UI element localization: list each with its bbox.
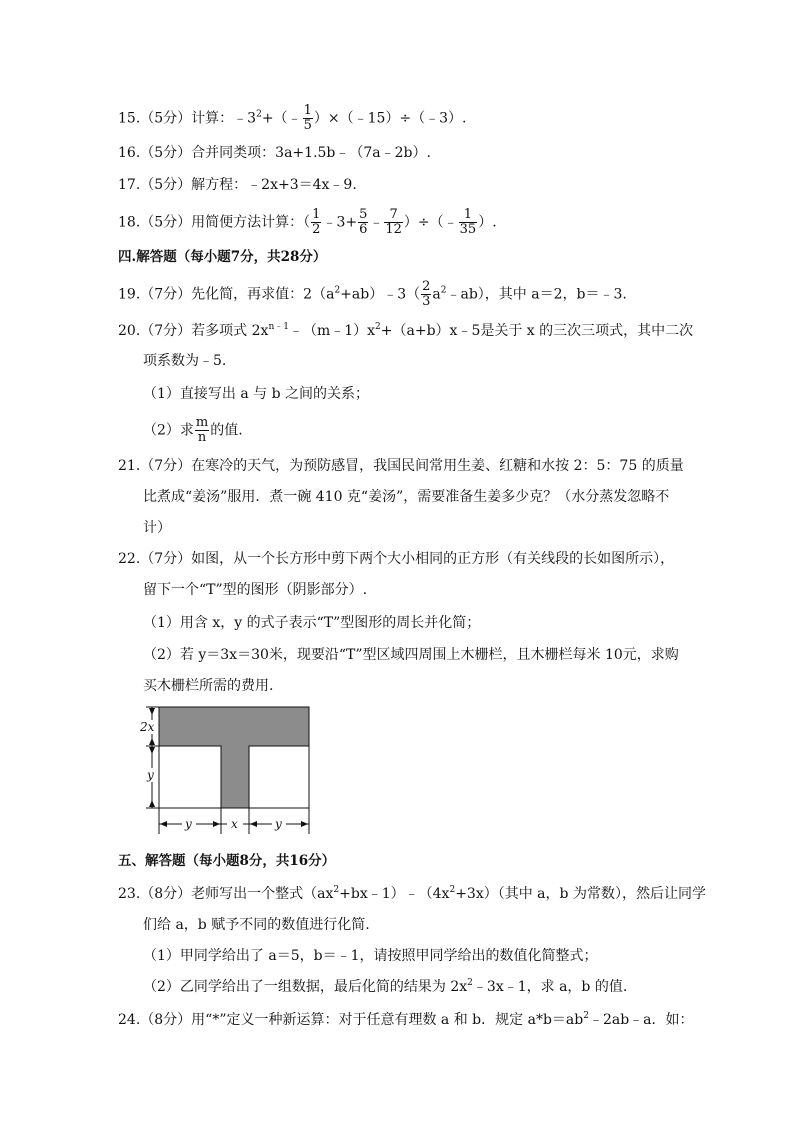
label-y-left: y <box>147 768 154 782</box>
question-22-part-2: （2）若 y＝3x＝30米，现要沿“T”型区域四周围上木栅栏，且木栅栏每米 10元，求购 <box>143 647 679 663</box>
q19-mid-1: +ab）﹣3（ <box>340 286 421 303</box>
question-20-line-1 <box>118 321 693 341</box>
q18-f3-den: 12 <box>385 222 402 237</box>
question-18 <box>118 208 497 237</box>
q15-tail: ）×（﹣15）÷（﹣3）. <box>313 110 467 127</box>
q23-p2-sup: 2 <box>467 978 473 988</box>
q18-f2-den: 6 <box>359 222 368 237</box>
question-17: 17.（5分）解方程：﹣2x+3＝4x﹣9. <box>118 177 357 193</box>
q15-exponent: 2 <box>256 109 262 120</box>
q19-frac-den: 3 <box>422 294 431 309</box>
question-23-line-1 <box>118 884 706 904</box>
question-20-part-1: （1）直接写出 a 与 b 之间的关系； <box>143 386 370 402</box>
q23-mid: +bx﹣1）﹣（4x <box>339 886 450 902</box>
arrow-bl-right <box>213 821 220 827</box>
question-21-line-1: 21.（7分）在寒冷的天气，为预防感冒，我国民间常用生姜、红糖和水按 2：5：75 的质量 <box>118 458 684 474</box>
question-22-part-1: （1）用含 x，y 的式子表示“T”型图形的周长并化简； <box>143 615 481 631</box>
question-23-line-2: 们给 a，b 赋予不同的数值进行化简. <box>143 917 370 933</box>
q18-fraction-4 <box>459 208 478 237</box>
label-y-bottom-right: y <box>275 817 282 831</box>
arrow-br-right <box>301 821 308 827</box>
q20-p2-head: （2）求 <box>143 422 194 439</box>
q19-fraction <box>421 280 431 309</box>
q20-sup-2: 2 <box>375 322 381 332</box>
question-22-part-3: 买木栅栏所需的费用. <box>143 678 274 694</box>
q18-f4-num: 1 <box>459 208 478 223</box>
question-19 <box>118 280 627 309</box>
label-y-bottom-left: y <box>185 817 192 831</box>
label-2x: 2x <box>140 720 155 734</box>
question-21-line-3: 计） <box>143 520 171 536</box>
q15-term: ﹣3 <box>233 110 257 127</box>
q15-fraction <box>303 104 313 133</box>
label-x-bottom: x <box>231 817 238 831</box>
q19-sup-1: 2 <box>334 285 341 296</box>
t-shape-figure <box>130 700 320 840</box>
q20-p2-tail: 的值. <box>210 422 243 439</box>
q20-exponent: n﹣1 <box>268 322 289 332</box>
section-5-heading: 五、解答题（每小题8分，共16分） <box>118 853 336 869</box>
question-22-line-2: 留下一个“T”型的图形（阴影部分）. <box>143 582 368 598</box>
question-20-part-2 <box>143 416 243 445</box>
q18-op-1: ﹣3+ <box>322 214 358 231</box>
q15-fraction-den: 5 <box>303 118 312 133</box>
t-shape-shaded-region <box>159 707 309 808</box>
q20-frac-num: m <box>195 415 209 430</box>
arrow-y-down <box>149 747 155 754</box>
q20-tail: +（a+b）x﹣5是关于 x 的三次三项式，其中二次 <box>380 323 694 339</box>
q20-frac-den: n <box>197 430 207 445</box>
q18-fraction-2 <box>358 208 368 237</box>
q15-mid: +（﹣ <box>261 110 302 127</box>
q15-fraction-num: 1 <box>303 103 312 118</box>
q23-sup-1: 2 <box>333 885 340 895</box>
q19-head: 19.（7分）先化简，再求值：2（a <box>118 286 335 303</box>
q23-head: 23.（8分）老师写出一个整式（ax <box>118 886 334 902</box>
q23-sup-2: 2 <box>449 885 456 895</box>
q18-op-2: ﹣ <box>369 214 384 231</box>
q18-fraction-3 <box>384 208 403 237</box>
q18-op-3: ）÷（﹣ <box>403 214 458 231</box>
q18-f1-den: 2 <box>312 222 321 237</box>
question-21-line-2: 比煮成“姜汤”服用．煮一碗 410 克“姜汤”，需要准备生姜多少克？（水分蒸发忽略不 <box>143 489 670 505</box>
question-15 <box>118 104 466 133</box>
q18-f1-num: 1 <box>312 207 321 222</box>
question-22-line-1: 22.（7分）如图，从一个长方形中剪下两个大小相同的正方形（有关线段的长如图所示）， <box>118 551 675 567</box>
q19-sup-2: 2 <box>440 285 447 296</box>
arrow-2x-up <box>149 738 155 745</box>
q23-tail: +3x）（其中 a，b 为常数），然后让同学 <box>455 886 706 902</box>
q20-fraction <box>195 416 209 445</box>
question-23-part-1: （1）甲同学给出了 a＝5，b＝﹣1，请按照甲同学给出的数值化简整式； <box>143 948 598 964</box>
q24-sup: 2 <box>583 1011 589 1021</box>
section-4-heading: 四.解答题（每小题7分，共28分） <box>118 249 327 265</box>
question-20-line-2: 项系数为﹣5. <box>143 353 227 369</box>
q23-p2-head: （2）乙同学给出了一组数据，最后化简的结果为 2x <box>143 979 468 995</box>
q19-mid-2: a <box>432 286 441 303</box>
q19-tail: ﹣ab），其中 a＝2，b＝﹣3. <box>446 286 627 303</box>
q24-tail: ﹣2ab﹣a．如： <box>588 1012 694 1028</box>
q18-tail: ）. <box>478 214 497 231</box>
q20-head: 20.（7分）若多项式 2x <box>118 323 269 339</box>
question-16: 16.（5分）合并同类项：3a+1.5b﹣（7a﹣2b）. <box>118 145 431 161</box>
q15-head: 15.（5分）计算： <box>118 110 234 127</box>
q19-frac-num: 2 <box>422 279 431 294</box>
arrow-bl-left <box>160 821 167 827</box>
question-24 <box>118 1010 694 1030</box>
q18-fraction-1 <box>311 208 321 237</box>
q24-head: 24.（8分）用“*”定义一种新运算：对于任意有理数 a 和 b．规定 a*b＝ab <box>118 1012 584 1028</box>
q23-p2-tail: ﹣3x﹣1，求 a，b 的值. <box>472 979 628 995</box>
arrow-br-left <box>250 821 257 827</box>
question-23-part-2 <box>143 977 627 997</box>
q20-mid: ﹣（m﹣1）x <box>288 323 376 339</box>
q18-f4-den: 35 <box>459 222 477 237</box>
arrow-2x-down <box>149 708 155 715</box>
q18-f3-num: 7 <box>384 208 403 223</box>
q18-f2-num: 5 <box>359 207 368 222</box>
arrow-y-up <box>149 800 155 807</box>
q18-head: 18.（5分）用简便方法计算：（ <box>118 214 311 231</box>
